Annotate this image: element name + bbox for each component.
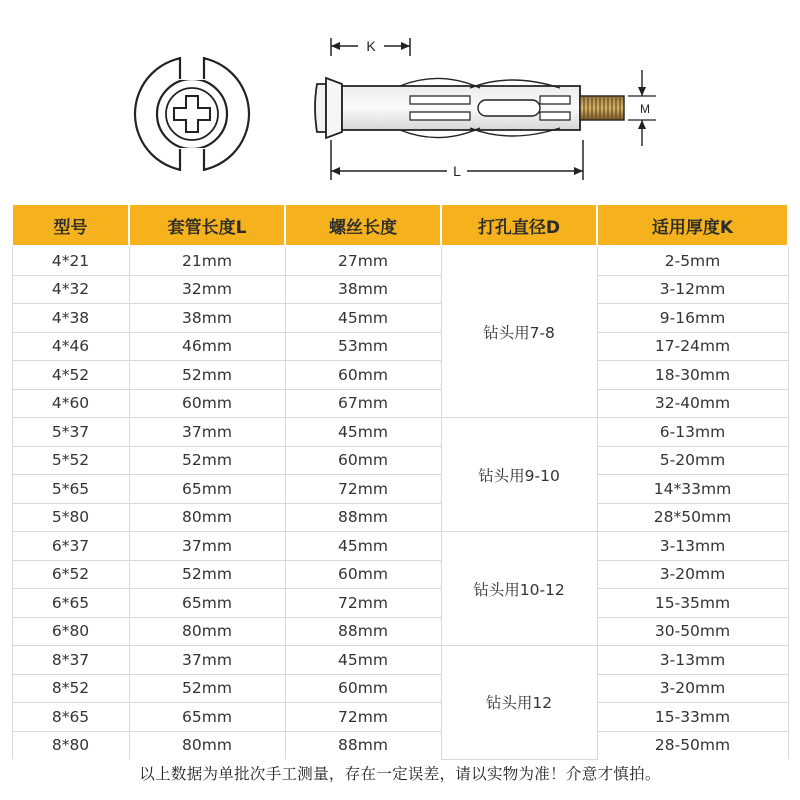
cell-model: 4*52 — [12, 361, 129, 390]
table-row — [12, 304, 788, 333]
cell-model: 6*52 — [12, 560, 129, 589]
label-l: L — [453, 163, 461, 179]
cell-thickness: 15-35mm — [597, 589, 788, 618]
cell-thickness: 30-50mm — [597, 617, 788, 646]
cell-sleeve-length: 52mm — [129, 674, 285, 703]
header-thickness: 适用厚度K — [597, 204, 788, 246]
cell-thickness: 5-20mm — [597, 446, 788, 475]
cell-model: 5*37 — [12, 418, 129, 447]
table-row — [12, 475, 788, 504]
cell-screw-length: 72mm — [285, 703, 441, 732]
cell-sleeve-length: 46mm — [129, 332, 285, 361]
cell-screw-length: 60mm — [285, 361, 441, 390]
cell-sleeve-length: 80mm — [129, 617, 285, 646]
cell-sleeve-length: 38mm — [129, 304, 285, 333]
cell-sleeve-length: 37mm — [129, 418, 285, 447]
cell-model: 5*80 — [12, 503, 129, 532]
end-view-icon — [135, 52, 249, 176]
cell-screw-length: 72mm — [285, 589, 441, 618]
table-row — [12, 532, 788, 561]
cell-model: 8*37 — [12, 646, 129, 675]
cell-thickness: 18-30mm — [597, 361, 788, 390]
cell-thickness: 3-20mm — [597, 560, 788, 589]
cell-sleeve-length: 37mm — [129, 646, 285, 675]
table-row — [12, 275, 788, 304]
table-row — [12, 503, 788, 532]
table-row — [12, 674, 788, 703]
cell-screw-length: 67mm — [285, 389, 441, 418]
header-model: 型号 — [12, 204, 129, 246]
table-row — [12, 560, 788, 589]
cell-thickness: 28*50mm — [597, 503, 788, 532]
cell-screw-length: 88mm — [285, 731, 441, 759]
table-row — [12, 361, 788, 390]
header-drill-diameter: 打孔直径D — [441, 204, 597, 246]
table-row — [12, 617, 788, 646]
anchor-technical-drawing — [0, 0, 800, 200]
cell-sleeve-length: 80mm — [129, 731, 285, 759]
table-row — [12, 332, 788, 361]
table-row — [12, 646, 788, 675]
cell-sleeve-length: 65mm — [129, 475, 285, 504]
cell-model: 5*65 — [12, 475, 129, 504]
table-row — [12, 589, 788, 618]
cell-thickness: 14*33mm — [597, 475, 788, 504]
table-body — [12, 246, 788, 759]
table-row — [12, 389, 788, 418]
cell-screw-length: 72mm — [285, 475, 441, 504]
cell-screw-length: 88mm — [285, 503, 441, 532]
cell-sleeve-length: 52mm — [129, 446, 285, 475]
table-row — [12, 446, 788, 475]
table-row — [12, 246, 788, 275]
header-sleeve-length: 套管长度L — [129, 204, 285, 246]
table-row — [12, 703, 788, 732]
cell-sleeve-length: 21mm — [129, 246, 285, 275]
cell-screw-length: 60mm — [285, 560, 441, 589]
header-screw-length: 螺丝长度 — [285, 204, 441, 246]
cell-sleeve-length: 52mm — [129, 560, 285, 589]
cell-model: 6*65 — [12, 589, 129, 618]
dimension-k — [331, 38, 410, 56]
cell-sleeve-length: 60mm — [129, 389, 285, 418]
cell-thickness: 3-12mm — [597, 275, 788, 304]
cell-model: 8*65 — [12, 703, 129, 732]
cell-screw-length: 60mm — [285, 446, 441, 475]
cell-drill-diameter: 钻头用9-10 — [441, 418, 597, 532]
cell-thickness: 3-13mm — [597, 532, 788, 561]
cell-model: 5*52 — [12, 446, 129, 475]
cell-model: 4*38 — [12, 304, 129, 333]
label-k: K — [366, 38, 376, 54]
cell-screw-length: 45mm — [285, 646, 441, 675]
cell-sleeve-length: 32mm — [129, 275, 285, 304]
cell-screw-length: 53mm — [285, 332, 441, 361]
cell-model: 6*37 — [12, 532, 129, 561]
cell-thickness: 6-13mm — [597, 418, 788, 447]
cell-drill-diameter: 钻头用12 — [441, 646, 597, 760]
cell-thickness: 3-20mm — [597, 674, 788, 703]
cell-model: 4*32 — [12, 275, 129, 304]
cell-screw-length: 45mm — [285, 304, 441, 333]
cell-sleeve-length: 65mm — [129, 589, 285, 618]
cell-thickness: 3-13mm — [597, 646, 788, 675]
table-row — [12, 731, 788, 759]
spec-table — [11, 203, 789, 760]
cell-screw-length: 45mm — [285, 418, 441, 447]
cell-thickness: 28-50mm — [597, 731, 788, 759]
cell-sleeve-length: 52mm — [129, 361, 285, 390]
dimension-m — [628, 70, 656, 146]
cell-screw-length: 88mm — [285, 617, 441, 646]
cell-thickness: 32-40mm — [597, 389, 788, 418]
cell-screw-length: 38mm — [285, 275, 441, 304]
cell-thickness: 9-16mm — [597, 304, 788, 333]
cell-thickness: 15-33mm — [597, 703, 788, 732]
cell-drill-diameter: 钻头用10-12 — [441, 532, 597, 646]
cell-model: 4*46 — [12, 332, 129, 361]
cell-model: 4*60 — [12, 389, 129, 418]
table-header-row — [12, 204, 788, 246]
table-row — [12, 418, 788, 447]
cell-model: 4*21 — [12, 246, 129, 275]
cell-screw-length: 27mm — [285, 246, 441, 275]
cell-sleeve-length: 80mm — [129, 503, 285, 532]
cell-sleeve-length: 37mm — [129, 532, 285, 561]
cell-thickness: 2-5mm — [597, 246, 788, 275]
cell-screw-length: 45mm — [285, 532, 441, 561]
cell-model: 8*80 — [12, 731, 129, 759]
cell-model: 6*80 — [12, 617, 129, 646]
cell-thickness: 17-24mm — [597, 332, 788, 361]
dimension-l — [331, 140, 583, 180]
anchor-side-view-icon — [315, 78, 624, 138]
cell-sleeve-length: 65mm — [129, 703, 285, 732]
cell-model: 8*52 — [12, 674, 129, 703]
cell-screw-length: 60mm — [285, 674, 441, 703]
cell-drill-diameter: 钻头用7-8 — [441, 246, 597, 418]
footnote: 以上数据为单批次手工测量，存在一定误差，请以实物为准！介意才慎拍。 — [139, 765, 661, 783]
label-m: M — [640, 102, 650, 116]
